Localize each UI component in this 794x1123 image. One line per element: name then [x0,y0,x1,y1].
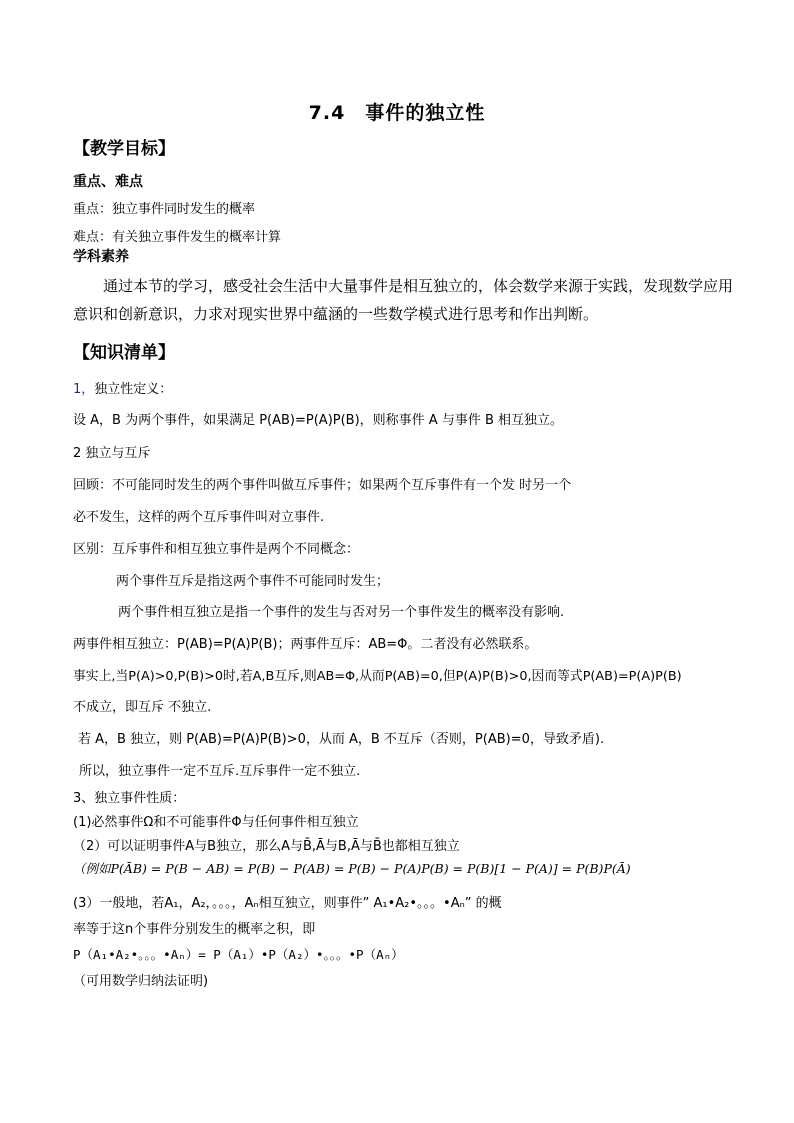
keypoints-header: 重点、难点 [73,174,143,190]
knowledge-header: 【知识清单】 [73,343,175,363]
review-line-2: 必不发生，这样的两个互斥事件叫对立事件. [73,510,325,525]
literacy-header: 学科素养 [73,249,129,265]
goals-header: 【教学目标】 [73,139,175,159]
example-formula: （例如P(ĀB) = P(B − AB) = P(B) − P(AB) = P(B) − P(A)P(B) = P(B)[1 − P(A)] = P(B)P(Ā) [73,861,631,876]
property-1: (1)必然事件Ω和不可能事件Φ与任何事件相互独立 [73,815,359,830]
difficulty-text: 难点：有关独立事件发生的概率计算 [73,230,282,245]
property-3-line-1: (3）一般地，若A₁，A₂，。。。，Aₙ相互独立，则事件” A₁•A₂•。。。•Aₙ” 的概 [73,896,502,911]
independence-line: 若 A，B 独立，则 P(AB)=P(A)P(B)>0，从而 A，B 不互斥（否则，P(AB)=0，导致矛盾). [78,732,605,747]
fact-line-2: 不成立，即互斥 不独立. [73,700,212,715]
fact-line-1: 事实上,当P(A)>0,P(B)>0时,若A,B互斥,则AB=Φ,从而P(AB)=0,但P(A)P(B)>0,因而等式P(AB)=P(A)P(B) [73,669,682,684]
keypoint-text: 重点：独立事件同时发生的概率 [73,202,256,217]
review-line-1: 回顾：不可能同时发生的两个事件叫做互斥事件；如果两个互斥事件有一个发 时另一个 [73,478,572,493]
section-1-number: 1， [73,382,95,397]
property-2: （2）可以证明事件A与B独立，那么A与B̄,Ā与B,Ā与B̄也都相互独立 [73,839,460,854]
difference-point-1: 两个事件互斥是指这两个事件不可能同时发生； [116,574,390,589]
property-3-note: （可用数学归纳法证明) [73,974,209,989]
section-1-title [73,381,172,399]
section-3-title: 3、独立事件性质： [73,791,186,806]
difference-point-2: 两个事件相互独立是指一个事件的发生与否对另一个事件发生的概率没有影响. [118,605,565,620]
difference-title: 区别：互斥事件和相互独立事件是两个不同概念： [73,542,360,557]
page-title: 7.4 事件的独立性 [308,102,486,124]
section-1-label: 独立性定义： [94,382,173,397]
literacy-paragraph: 通过本节的学习，感受社会生活中大量事件是相互独立的，体会数学来源于实践，发现数学应用意识和创新意识，力求对现实世界中蕴涵的一些数学模式进行思考和作出判断。 [73,277,734,323]
property-3-line-2: 率等于这n个事件分别发生的概率之积，即 [73,922,316,937]
conclusion-line: 所以，独立事件一定不互斥.互斥事件一定不独立. [79,764,361,779]
property-3-formula: P（A₁•A₂•。。。•Aₙ）= P（A₁）•P（A₂）•。。。•P（Aₙ） [73,947,404,962]
comparison-line: 两事件相互独立：P(AB)=P(A)P(B)；两事件互斥：AB=Φ。二者没有必然联系。 [73,637,538,652]
section-2-title: 2 独立与互斥 [73,446,151,461]
section-1-definition: 设 A，B 为两个事件，如果满足 P(AB)=P(A)P(B)，则称事件 A 与事件 B 相互独立。 [73,413,564,428]
